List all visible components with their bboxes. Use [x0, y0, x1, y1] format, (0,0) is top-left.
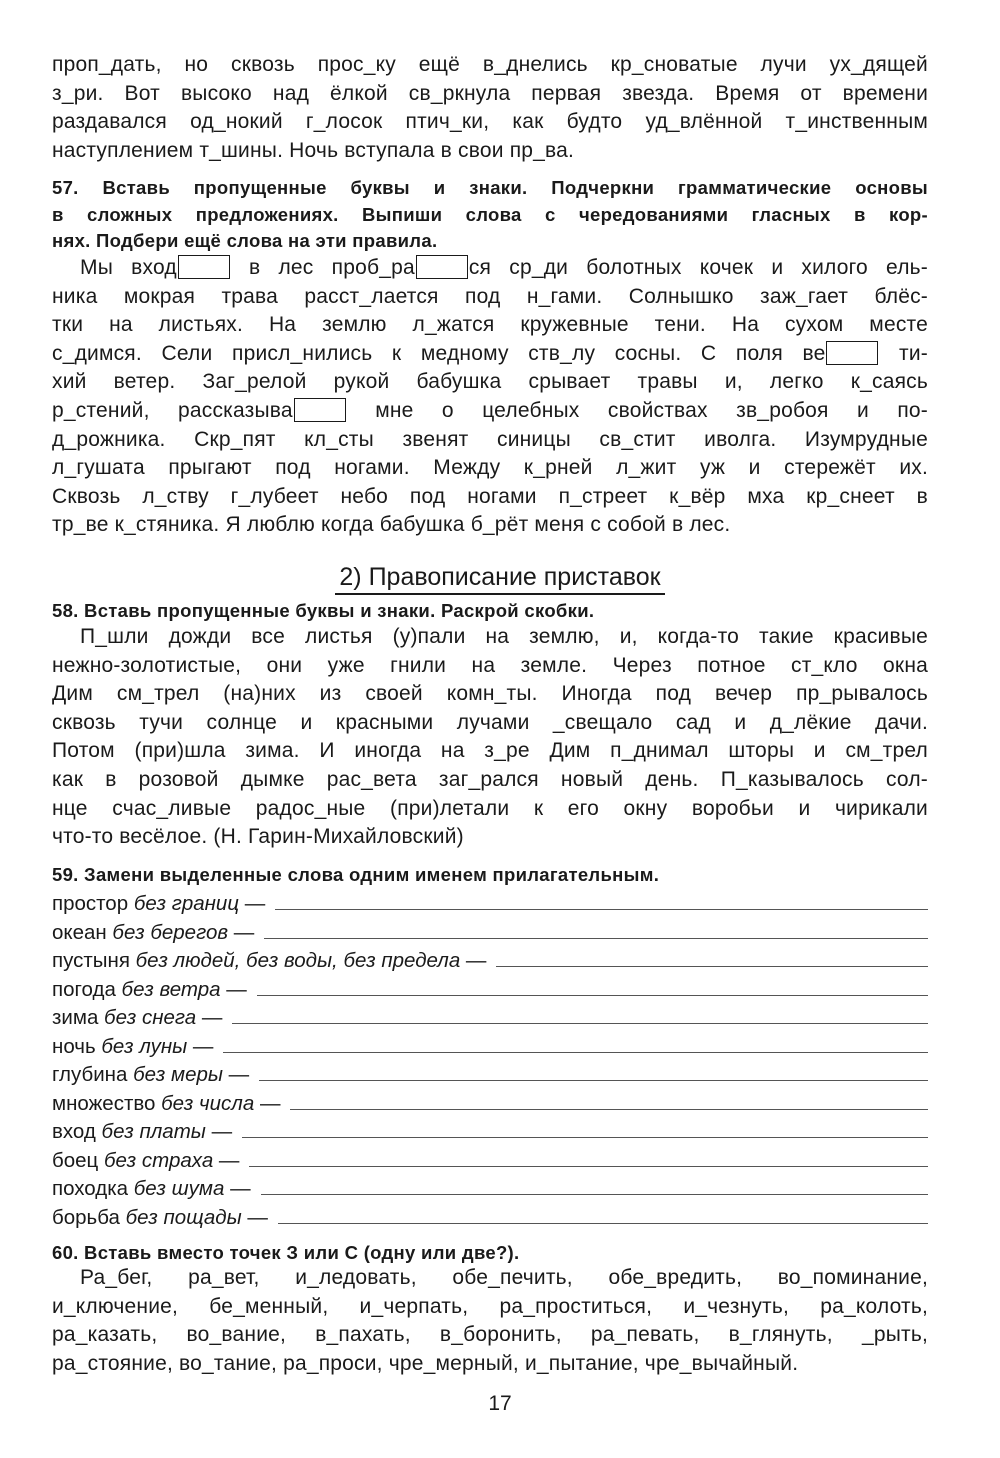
answer-line[interactable]	[261, 1194, 928, 1195]
title-line: 60. Вставь вместо точек З или С (одну или две?).	[52, 1242, 520, 1263]
text-line: П_шли дожди все листья (у)пали на землю, и, когда-то такие красивые	[80, 625, 928, 648]
text-line: и_ключение, бе_менный, и_черпать, ра_проститься, и_чезнуть, ра_колоть,	[52, 1294, 928, 1318]
answer-line[interactable]	[259, 1080, 928, 1081]
answer-line[interactable]	[257, 995, 928, 996]
answer-line[interactable]	[232, 1023, 928, 1024]
text-line: ра_стояние, во_тание, ра_проси, чре_мерный, и_пытание, чре_вычайный.	[52, 1351, 799, 1375]
fill-line-row: множество без числа —	[52, 1088, 928, 1116]
text-line: д_рожника. Скр_пят кл_сты звенят синицы св_стит иволга. Изумрудные	[52, 427, 928, 451]
text-line: Потом (при)шла зима. И иногда на з_ре Дим п_днимал шторы и см_трел	[52, 739, 928, 763]
answer-box[interactable]	[416, 255, 468, 279]
fill-line-row: зима без снега —	[52, 1002, 928, 1030]
text-line: с_димся. Сели присл_нились к медному ств_лу сосны. С поля ве ти-	[52, 341, 928, 365]
answer-line[interactable]	[249, 1166, 928, 1167]
exercise-57-title	[52, 175, 928, 255]
intro-paragraph	[52, 51, 928, 165]
text-line: з_ри. Вот высоко над ёлкой св_ркнула первая звезда. Время от времени	[52, 81, 928, 105]
title-line: в сложных предложениях. Выпиши слова с чередованиями гласных в кор-	[52, 203, 928, 225]
text-line: л_гушата прыгают под ногами. Между к_рней л_жит уж и стережёт их.	[52, 456, 928, 480]
title-line: нях. Подбери ещё слова на эти правила.	[52, 230, 438, 252]
text-line: Сквозь л_ству г_лубеет небо под ногами п_стреет к_вёр мха кр_снеет в	[52, 484, 928, 508]
fill-line-row: погода без ветра —	[52, 974, 928, 1002]
answer-box[interactable]	[294, 398, 346, 422]
text-line: Ра_бег, ра_вет, и_ледовать, обе_печить, обе_вредить, во_поминание,	[80, 1266, 928, 1289]
exercise-60-title	[52, 1240, 928, 1267]
title-line: 59. Замени выделенные слова одним именем прилагательным.	[52, 864, 660, 885]
title-line: 58. Вставь пропущенные буквы и знаки. Раскрой скобки.	[52, 600, 595, 621]
exercise-57-text	[52, 254, 928, 540]
text-line: нежно-золотистые, они уже гнили на земле. Через потное ст_кло окна	[52, 653, 928, 677]
fill-line-row: борьба без пощады —	[52, 1202, 928, 1230]
fill-line-row: океан без берегов —	[52, 917, 928, 945]
text-line: тр_ве к_стяника. Я люблю когда бабушка б_рёт меня с собой в лес.	[52, 513, 731, 537]
fill-line-row: походка без шума —	[52, 1173, 928, 1201]
page-number: 17	[488, 1392, 512, 1415]
exercise-58-text	[52, 623, 928, 852]
text-line: ника мокрая трава расст_лается под н_гами. Солнышко заж_гает блёс-	[52, 284, 928, 308]
answer-box[interactable]	[826, 341, 878, 365]
exercise-60-text	[52, 1264, 928, 1378]
answer-box[interactable]	[178, 255, 230, 279]
fill-line-row: вход без платы —	[52, 1116, 928, 1144]
text-line: р_стений, рассказыва мне о целебных свойствах зв_робоя и по-	[52, 398, 929, 422]
text-line: наступлением т_шины. Ночь вступала в свои пр_ва.	[52, 138, 575, 162]
text-line: нце счас_ливые радос_ные (при)летали к его окну воробьи и чирикали	[52, 796, 928, 820]
answer-line[interactable]	[278, 1223, 928, 1224]
text-line: Мы вход в лес проб_ра ся ср_ди болотных кочек и хилого ель-	[80, 256, 928, 279]
fill-line-row: пустыня без людей, без воды, без предела —	[52, 945, 928, 973]
section-title: 2) Правописание приставок	[0, 563, 1000, 592]
text-line: как в розовой дымке рас_вета заг_рался новый день. П_казывалось сол-	[52, 767, 928, 791]
exercise-58-title	[52, 598, 928, 625]
text-line: раздавался од_нокий г_лосок птич_ки, как будто уд_влённой т_инственным	[52, 110, 928, 134]
fill-line-row: ночь без луны —	[52, 1031, 928, 1059]
answer-line[interactable]	[496, 966, 928, 967]
title-line: 57. Вставь пропущенные буквы и знаки. Подчеркни грамматические основы	[52, 177, 928, 198]
answer-line[interactable]	[223, 1052, 928, 1053]
text-line: сквозь тучи солнце и красными лучами _свещало сад и д_лёкие дачи.	[52, 710, 928, 734]
fill-line-row: простор без границ —	[52, 888, 928, 916]
answer-line[interactable]	[242, 1137, 928, 1138]
text-line: что-то весёлое. (Н. Гарин-Михайловский)	[52, 825, 464, 849]
answer-line[interactable]	[264, 938, 928, 939]
text-line: ра_казать, во_вание, в_пахать, в_боронить, ра_певать, в_глянуть, _рыть,	[52, 1323, 928, 1347]
text-line: хий ветер. Заг_релой рукой бабушка срывает травы и, легко к_саясь	[52, 370, 928, 394]
answer-line[interactable]	[290, 1109, 928, 1110]
text-line: проп_дать, но сквозь прос_ку ещё в_днелись кр_сноватые лучи ух_дящей	[52, 53, 928, 76]
text-line: тки на листьях. На землю л_жатся кружевные тени. На сухом месте	[52, 313, 928, 337]
text-line: Дим см_трел (на)них из своей комн_ты. Иногда под вечер пр_рывалось	[52, 682, 928, 706]
fill-line-row: боец без страха —	[52, 1145, 928, 1173]
exercise-59-title	[52, 862, 928, 889]
answer-line[interactable]	[275, 909, 928, 910]
fill-line-row: глубина без меры —	[52, 1059, 928, 1087]
